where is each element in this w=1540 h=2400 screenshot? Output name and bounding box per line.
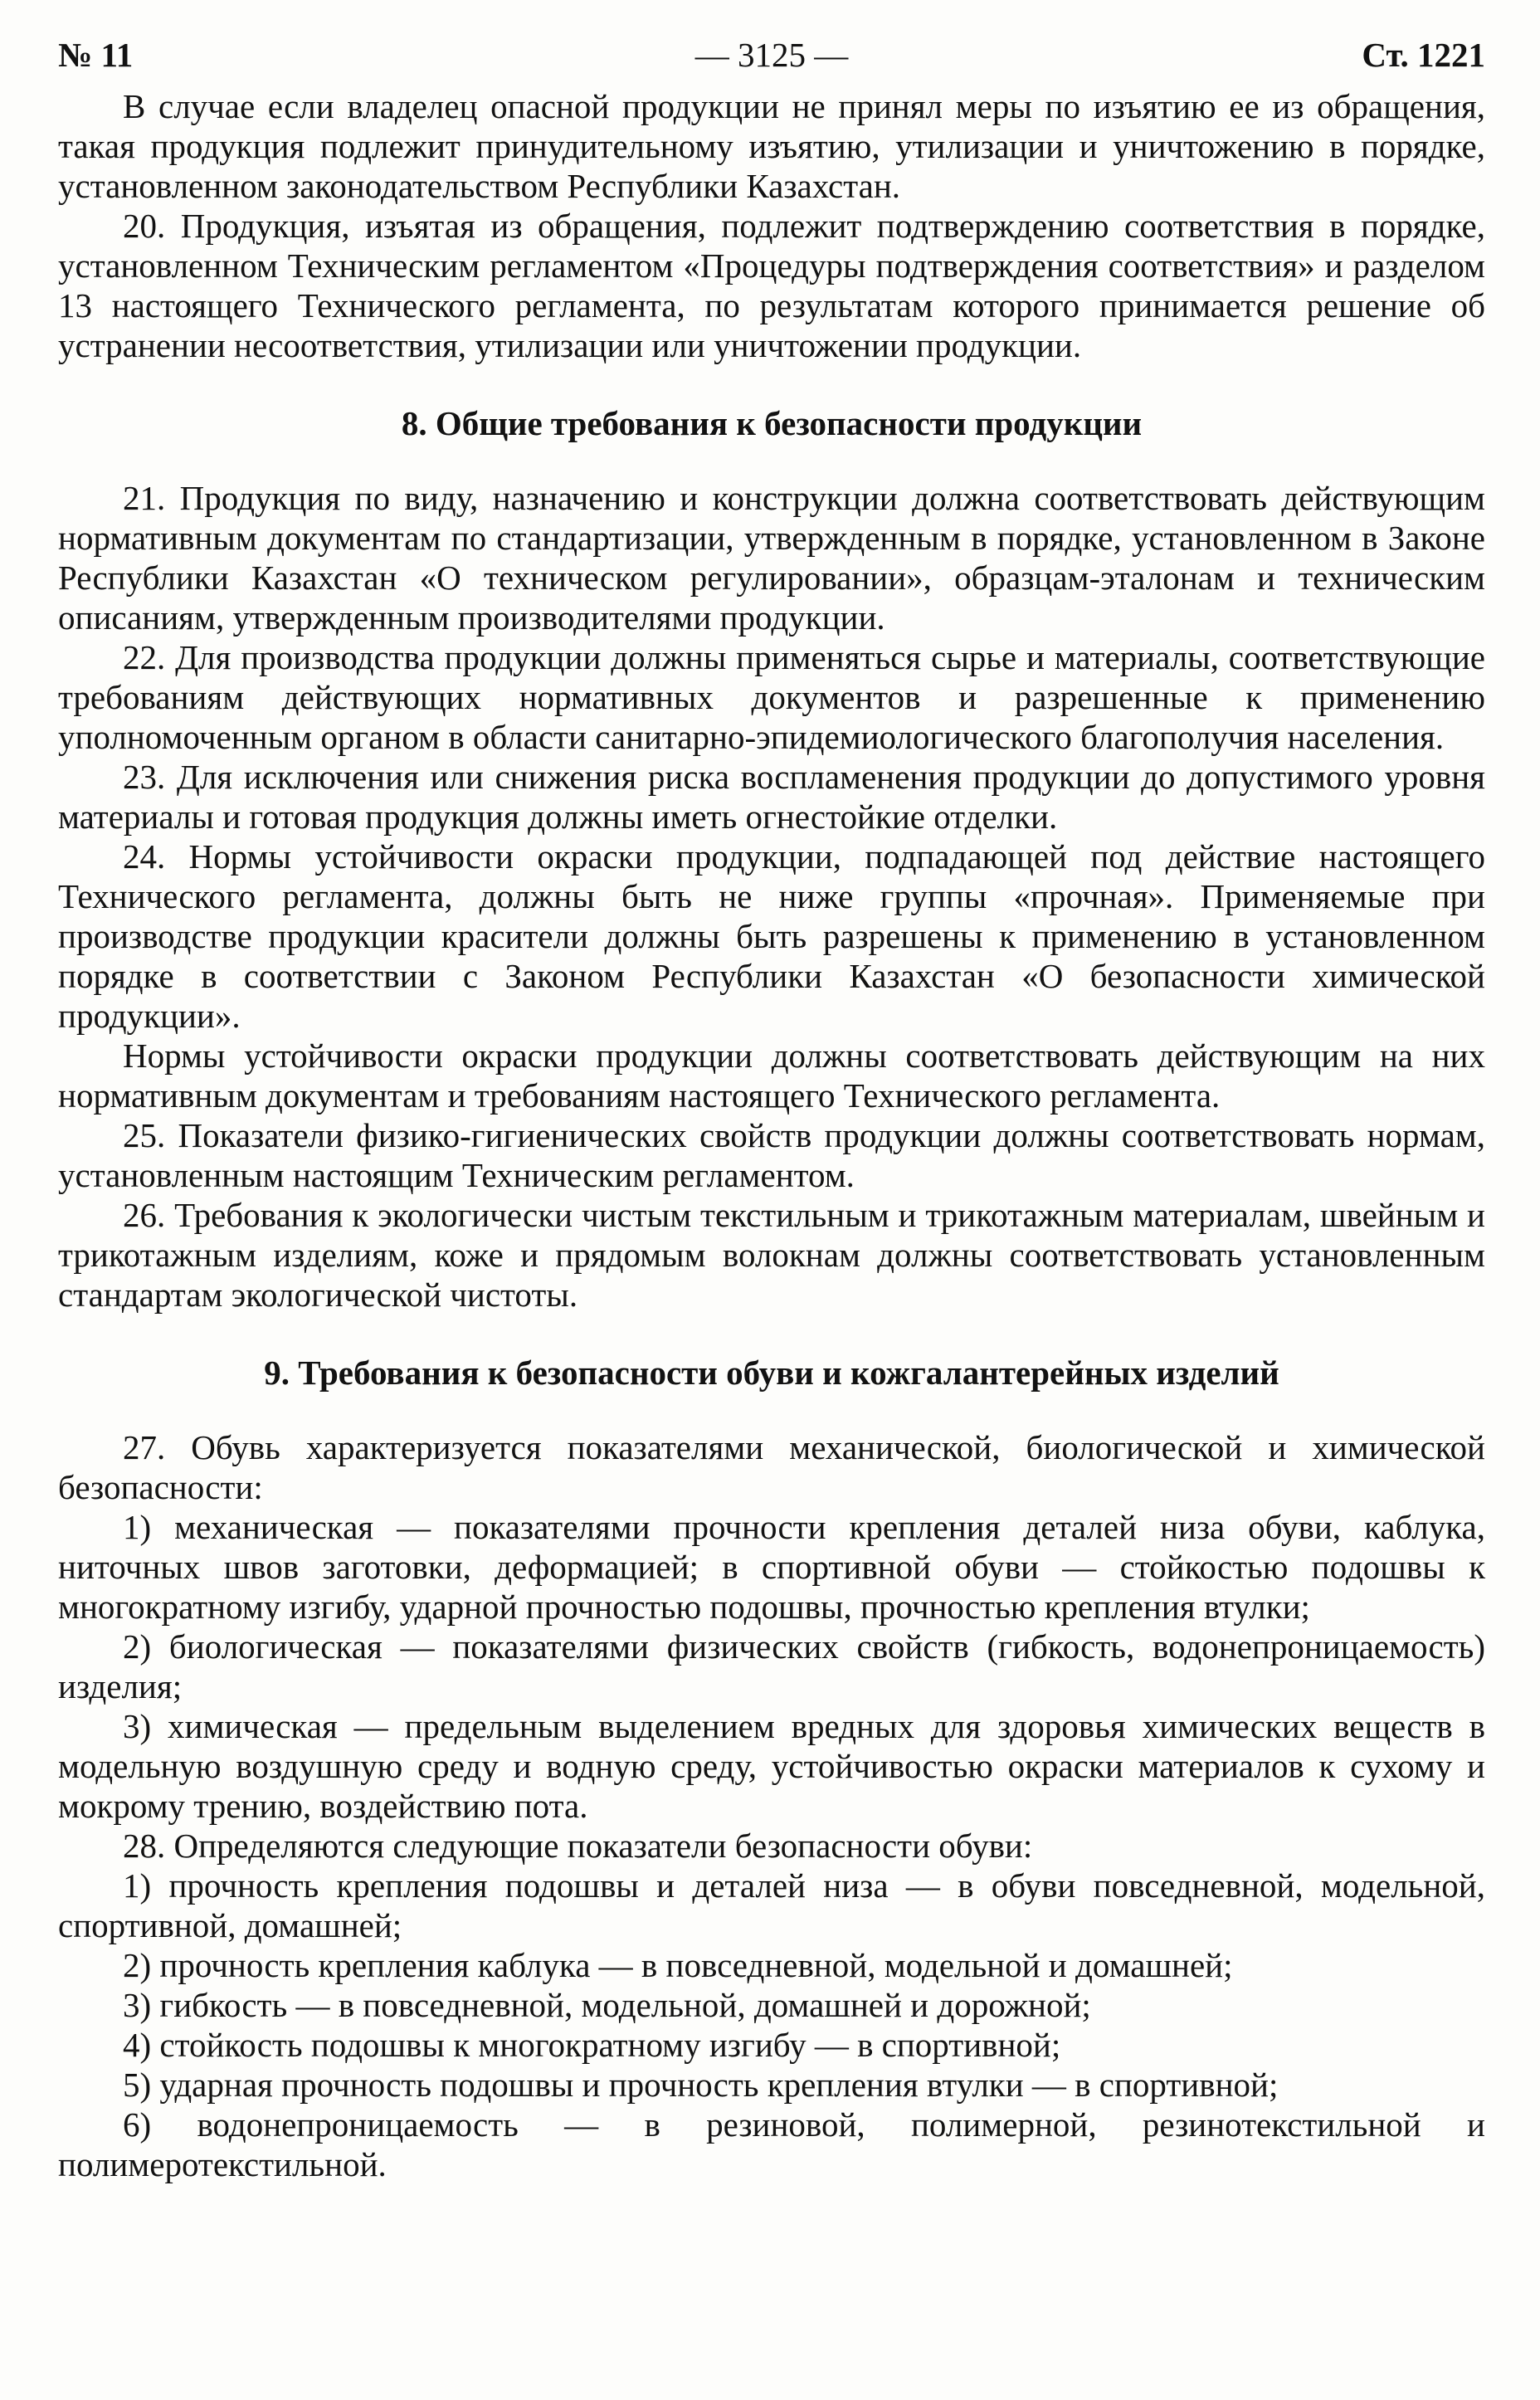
paragraph: 23. Для исключения или снижения риска воспламенения продукции до допустимого уровня материалы и готовая продукция должны иметь огнестойкие отделки. (58, 758, 1485, 836)
paragraph: 2) биологическая — показателями физических свойств (гибкость, водонепроницаемость) изделия; (58, 1627, 1485, 1705)
paragraph: 26. Требования к экологически чистым текстильным и трикотажным материалам, швейным и трикотажным изделиям, коже и прядомым волокнам должны соответствовать установленным стандартам экологической чистоты. (58, 1196, 1485, 1314)
document-body (58, 86, 1485, 2184)
paragraph: 3) гибкость — в повседневной, модельной, домашней и дорожной; (123, 1986, 1091, 2024)
paragraph: 5) ударная прочность подошвы и прочность крепления втулки — в спортивной; (123, 2066, 1279, 2104)
paragraph: 1) механическая — показателями прочности крепления деталей низа обуви, каблука, ниточных швов заготовки, деформацией; в спортивной обуви — стойкостью подошвы к многократному изгибу, ударной прочностью подошвы, прочностью крепления втулки; (58, 1508, 1485, 1626)
paragraph: В случае если владелец опасной продукции не принял меры по изъятию ее из обращения, такая продукция подлежит принудительному изъятию, утилизации и уничтожению в порядке, установленном законодательством Республики Казахстан. (58, 87, 1485, 205)
paragraph: 4) стойкость подошвы к многократному изгибу — в спортивной; (123, 2026, 1061, 2064)
page-number: — 3125 — (694, 36, 849, 74)
paragraph: 22. Для производства продукции должны применяться сырье и материалы, соответствующие требованиям действующих нормативных документов и разрешенные к применению уполномоченным органом в области санитарно-эпидемиологического благополучия населения. (58, 638, 1485, 756)
paragraph: 20. Продукция, изъятая из обращения, подлежит подтверждению соответствия в порядке, установленном Техническим регламентом «Процедуры подтверждения соответствия» и разделом 13 настоящего Технического регламента, по результатам которого принимается решение об устранении несоответствия, утилизации или уничтожении продукции. (58, 207, 1485, 364)
paragraph: 21. Продукция по виду, назначению и конструкции должна соответствовать действующим нормативным документам по стандартизации, утвержденным в порядке, установленном в Законе Республики Казахстан «О техническом регулировании», образцам-эталонам и техническим описаниям, утвержденным производителями продукции. (58, 479, 1485, 637)
paragraph: 25. Показатели физико-гигиенических свойств продукции должны соответствовать нормам, установленным настоящим Техническим регламентом. (58, 1116, 1485, 1194)
paragraph: 2) прочность крепления каблука — в повседневной, модельной и домашней; (123, 1946, 1233, 1984)
paragraph: 24. Нормы устойчивости окраски продукции, подпадающей под действие настоящего Технического регламента, должны быть не ниже группы «прочная». Применяемые при производстве продукции красители должны быть разрешены к применению в установленном порядке в соответствии с Законом Республики Казахстан «О безопасности химической продукции». (58, 837, 1485, 1035)
paragraph: Нормы устойчивости окраски продукции должны соответствовать действующим на них нормативным документам и требованиям настоящего Технического регламента. (58, 1037, 1485, 1115)
paragraph: 27. Обувь характеризуется показателями механической, биологической и химической безопасности: (58, 1428, 1485, 1506)
page-header (58, 35, 1485, 75)
paragraph: 1) прочность крепления подошвы и деталей низа — в обуви повседневной, модельной, спортивной, домашней; (58, 1866, 1485, 1944)
section-heading: 9. Требования к безопасности обуви и кожгалантерейных изделий (264, 1354, 1279, 1392)
paragraph: 6) водонепроницаемость — в резиновой, полимерной, резинотекстильной и полимеротекстильной. (58, 2105, 1485, 2183)
section-heading: 8. Общие требования к безопасности продукции (401, 404, 1143, 442)
paragraph: 28. Определяются следующие показатели безопасности обуви: (123, 1827, 1033, 1865)
paragraph: 3) химическая — предельным выделением вредных для здоровья химических веществ в модельную воздушную среду и водную среду, устойчивостью окраски материалов к сухому и мокрому трению, воздействию пота. (58, 1707, 1485, 1825)
issue-number: № 11 (58, 36, 134, 74)
article-number: Ст. 1221 (1362, 36, 1485, 74)
